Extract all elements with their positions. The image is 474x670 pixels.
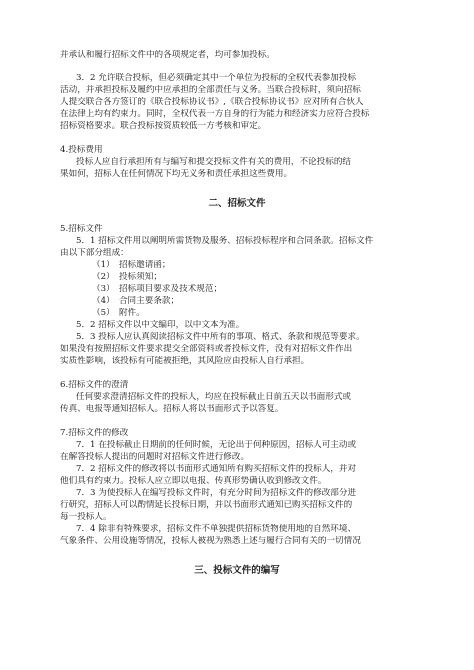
text-line: 7．1 在投标截止日期前的任何时候，无论出于何种原因，招标人可主动或 bbox=[76, 440, 357, 450]
text-line: 由以下部分组成： bbox=[60, 248, 129, 258]
list-item: （2） 投标须知； bbox=[92, 272, 162, 282]
text-line: 实质性影响，该投标有可能被拒绝，其风险应由投标人自行承担。 bbox=[60, 356, 310, 366]
text-line: 并承认和履行招标文件中的各项规定者，均可参加投标。 bbox=[60, 50, 275, 60]
text-line: 每一投标人。 bbox=[60, 512, 112, 522]
text-line: 7．3 为使投标人在编写投标文件时，有充分时间为招标文件的修改部分进 bbox=[76, 488, 357, 498]
chapter-title: 二、招标文件 bbox=[208, 198, 266, 209]
text-line: 传真、电报等通知招标人。招标人将以书面形式予以答复。 bbox=[60, 404, 284, 414]
text-line: 人提交联合各方签订的《联合投标协议书》,《联合投标协议书》应对所有合伙人 bbox=[60, 97, 364, 107]
text-line: 果如何，招标人在任何情况下均无义务和责任承担这些费用。 bbox=[60, 169, 293, 179]
text-line: 气象条件、公用设施等情况，投标人被视为熟悉上述与履行合同有关的一切情况 bbox=[60, 536, 361, 546]
list-item: （4） 合同主要条款； bbox=[92, 296, 180, 306]
section-heading: 7.招标文件的修改 bbox=[60, 428, 129, 438]
section-heading: 6.招标文件的澄清 bbox=[60, 380, 129, 390]
text-line: 活动，并承担投标及履约中应承担的全部责任与义务。当联合投标时，须向招标 bbox=[60, 85, 361, 95]
text-line: 5．2 招标文件以中文编印，以中文本为准。 bbox=[76, 320, 245, 330]
list-item: （5） 附件。 bbox=[92, 308, 145, 318]
text-line: 他们具有约束力。投标人应立即以电报、传真形势确认收到修改文件。 bbox=[60, 476, 327, 486]
text-line: 行研究，招标人可以酌情延长投标日期，并以书面形式通知已购买招标文件的 bbox=[60, 500, 353, 510]
text-line: 5．1 招标文件用以阐明所需货物及服务、招标投标程序和合同条款。招标文件 bbox=[76, 236, 374, 246]
list-item: （1） 招标邀请函； bbox=[92, 260, 171, 270]
text-line: 7．2 招标文件的修改将以书面形式通知所有购买招标文件的投标人，并对 bbox=[76, 464, 357, 474]
list-item: （3） 招标项目要求及技术规范； bbox=[92, 284, 223, 294]
text-line: 在解答投标人提出的问题时对招标文件进行修改。 bbox=[60, 452, 250, 462]
chapter-title: 三、投标文件的编写 bbox=[194, 565, 280, 576]
text-line: 在法律上均有约束力。同时，全权代表一方自身的行为能力和经济实力应符合投标 bbox=[60, 109, 370, 119]
section-heading: 4.投标费用 bbox=[60, 145, 103, 155]
text-line: 5．3 投标人应认真阅读招标文件中所有的事项、格式、条款和规范等要求。 bbox=[76, 332, 365, 342]
text-line: 3．2 允许联合投标，但必须确定其中一个单位为投标的全权代表参加投标 bbox=[76, 73, 357, 83]
text-line: 招标资格要求。联合投标按资质较低一方考核和审定。 bbox=[60, 121, 267, 131]
text-line: 任何要求澄清招标文件的投标人，均应在投标截止日前五天以书面形式或 bbox=[76, 392, 352, 402]
text-line: 7．4 除非有特殊要求，招标文件不单独提供招标货物使用地的自然环境、 bbox=[76, 524, 357, 534]
section-heading: 5.招标文件 bbox=[60, 224, 103, 234]
text-line: 如果没有按照招标文件要求提交全部资料或者投标文件，没有对招标文件作出 bbox=[60, 344, 353, 354]
text-line: 投标人应自行承担所有与编写和提交投标文件有关的费用，不论投标的结 bbox=[76, 157, 352, 167]
